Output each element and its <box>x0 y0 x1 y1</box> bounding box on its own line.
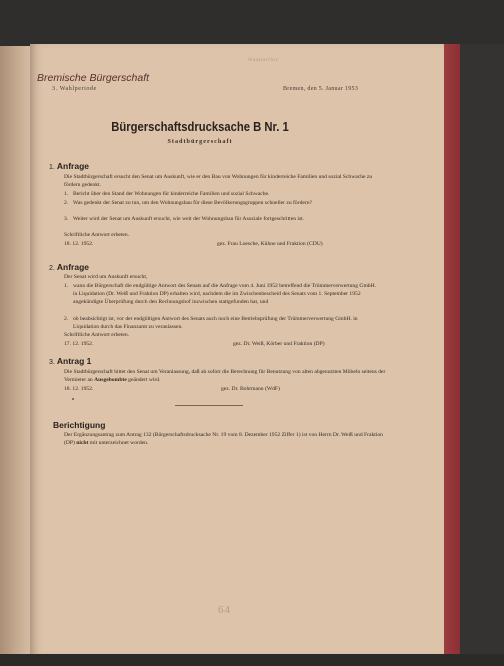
section-1-answer-note: Schriftliche Antwort erbeten. <box>64 232 130 238</box>
section-3-intro: Die Stadtbürgerschaft bittet den Senat um Veranlassung, daß ab sofort die Berechnung für Benutzung von alten abgenutzten Möbeln seitens der Vermieter an Ausgebombte geändert wird. <box>64 369 386 384</box>
section-2-signature: gez. Dr. Weiß, Körber und Fraktion (DP) <box>233 340 325 347</box>
section-2-date: 17. 12. 1952. <box>64 340 94 347</box>
correction-text: Der Ergänzungsantrag zum Antrag 132 (Bürgerschaftsdrucksache Nr. 19 vom 8. Dezember 1952 Ziffer 1) ist von Herrn Dr. Weiß und Fraktion (DP) nicht mit unterzeichnet worden. <box>64 432 383 447</box>
legislative-period: 3. Wahlperiode <box>52 86 97 92</box>
organization-name: Bremische Bürgerschaft <box>37 72 150 84</box>
background-bottom <box>0 654 504 666</box>
archive-stamp: Staatsarchiv <box>248 58 279 63</box>
section-1-intro: Die Stadtbürgerschaft ersucht den Senat um Auskunft, wie er den Bau von Wohnungen für kinderreiche Familien und sozial Schwache zu fördern gedenkt. <box>64 174 373 189</box>
document-subtitle: Stadtbürgerschaft <box>167 138 233 145</box>
document-date: Bremen, den 5. Januar 1953 <box>283 86 359 92</box>
binder-board <box>444 44 460 656</box>
section-separator <box>175 405 243 406</box>
correction-heading: Berichtigung <box>53 420 106 430</box>
section-2-intro: Der Senat wird um Auskunft ersucht, <box>64 274 148 280</box>
section-2-answer-note: Schriftliche Antwort erbeten. <box>64 332 130 338</box>
background-right <box>460 44 504 656</box>
section-2-heading: 2. Anfrage <box>49 262 90 272</box>
background-top <box>0 0 504 48</box>
document-page <box>30 44 444 656</box>
ink-dot <box>72 398 74 400</box>
document-title: Bürgerschaftsdrucksache B Nr. 1 <box>111 120 289 134</box>
section-1-signature: gez. Frau Loesche, Kühne und Fraktion (CDU) <box>217 240 323 247</box>
section-1-heading: 1. Anfrage <box>49 161 90 171</box>
pencil-page-number: 64 <box>218 604 231 616</box>
section-3-signature: gez. Dr. Bohrmann (WdF) <box>221 386 280 392</box>
section-1-date: 18. 12. 1952. <box>64 240 94 247</box>
section-3-date: 18. 12. 1952. <box>64 386 94 392</box>
section-3-heading: 3. Antrag 1 <box>49 356 92 366</box>
